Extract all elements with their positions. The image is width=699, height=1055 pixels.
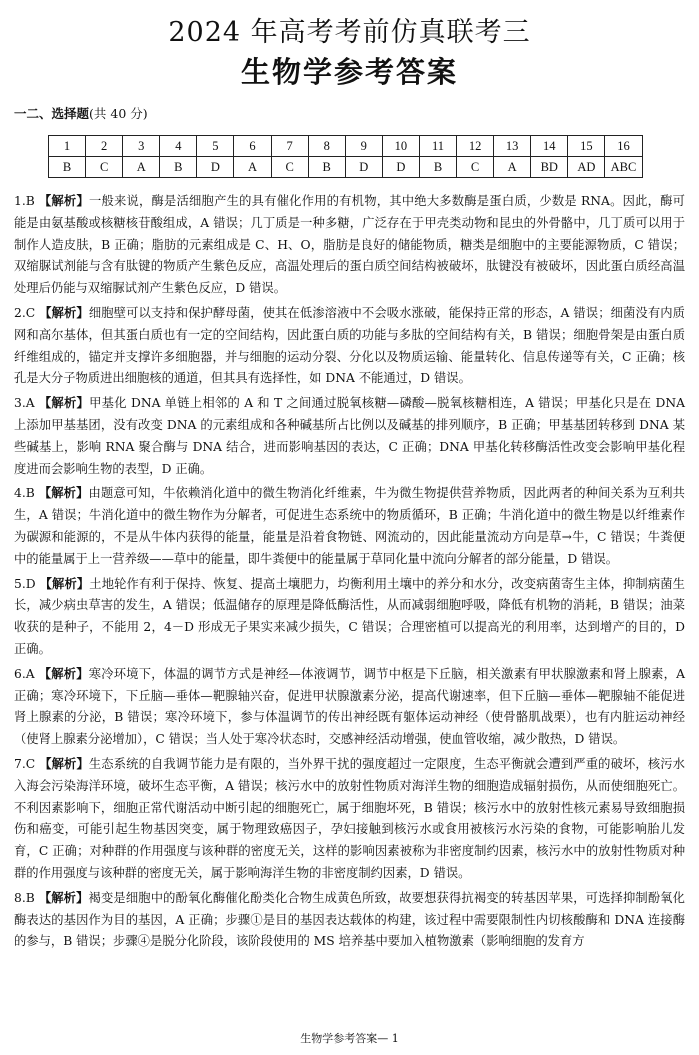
answer-cell: BD — [531, 157, 568, 178]
question-number-cell: 6 — [234, 136, 271, 157]
question-number-cell: 10 — [382, 136, 419, 157]
item-tag: 【解析】 — [39, 756, 89, 771]
item-number: 1.B — [14, 194, 35, 208]
item-text: 寒冷环境下，体温的调节方式是神经—体液调节，调节中枢是下丘脑，相关激素有甲状腺激素和肾上腺素，A 正确；寒冷环境下，下丘脑—垂体—靶腺轴兴奋，促进甲状腺激素分泌，提高代谢速率，但下丘脑—垂体—靶腺轴不能促进肾上腺素的分泌，B 错误；寒冷环境下，参与体温调节的传出神经既有躯体运动神经（使骨骼肌战栗），也有内脏运动神经（使肾上腺素分泌增加），C 错误；当人处于寒冷状态时，交感神经活动增强，使血管收缩，减少散热，D 错误。 — [14, 666, 685, 747]
explanation-item — [14, 483, 685, 570]
answer-cell: A — [494, 157, 531, 178]
explanation-item — [14, 888, 685, 953]
explanation-item — [14, 754, 685, 885]
question-number-cell: 5 — [197, 136, 234, 157]
question-number-cell: 9 — [345, 136, 382, 157]
item-tag: 【解析】 — [38, 396, 90, 411]
item-text: 一般来说，酶是活细胞产生的具有催化作用的有机物，其中绝大多数酶是蛋白质，少数是 RNA。因此，酶可能是由氨基酸或核糖核苷酸组成，A 错误；几丁质是一种多糖，广泛存在于甲壳类动物和昆虫的外骨骼中，几丁质可以用于制作人造皮肤，B 正确；脂肪的元素组成是 C、H、O，脂肪是良好的储能物质，糖类是细胞中的主要能源物质，C 错误；双缩脲试剂能与含有肽键的物质产生紫色反应，高温处理后的蛋白质空间结构被破坏，肽键没有被破坏，因此蛋白质经高温处理后仍能与双缩脲试剂产生紫色反应，D 错误。 — [14, 194, 685, 296]
item-tag: 【解析】 — [38, 890, 89, 905]
answer-cell: ABC — [605, 157, 642, 178]
question-number-cell: 14 — [531, 136, 568, 157]
item-number: 4.B — [14, 486, 35, 501]
answer-cell: AD — [568, 157, 605, 178]
explanation-item — [14, 393, 685, 480]
answer-table — [48, 135, 643, 178]
question-number-cell: 12 — [457, 136, 494, 157]
question-number-cell: 4 — [160, 136, 197, 157]
page-subtitle: 生物学参考答案 — [240, 55, 458, 89]
question-number-cell: 2 — [86, 136, 123, 157]
explanation-item — [14, 191, 685, 300]
question-number-cell: 11 — [419, 136, 456, 157]
question-number-cell: 3 — [123, 136, 160, 157]
answer-table-number-row — [49, 136, 643, 157]
answer-cell: B — [160, 157, 197, 178]
item-number: 8.B — [14, 890, 35, 905]
answer-cell: C — [271, 157, 308, 178]
item-tag: 【解析】 — [38, 666, 89, 681]
answer-cell: A — [123, 157, 160, 178]
question-number-cell: 16 — [605, 136, 642, 157]
answer-cell: B — [49, 157, 86, 178]
answer-cell: D — [197, 157, 234, 178]
answer-cell: B — [419, 157, 456, 178]
question-number-cell: 15 — [568, 136, 605, 157]
answer-cell: C — [86, 157, 123, 178]
question-number-cell: 1 — [49, 136, 86, 157]
explanations-list — [14, 191, 685, 956]
answer-table-answer-row — [49, 157, 643, 178]
page-title: 2024 年高考考前仿真联考三 — [168, 17, 531, 48]
question-number-cell: 8 — [308, 136, 345, 157]
section-heading — [14, 104, 148, 122]
question-number-cell: 7 — [271, 136, 308, 157]
item-text: 生态系统的自我调节能力是有限的，当外界干扰的强度超过一定限度，生态平衡就会遭到严重的破坏，核污水入海会污染海洋环境，破坏生态平衡，A 错误；核污水中的放射性物质对海洋生物的细胞造成辐射损伤，从而使细胞死亡。不利因素影响下，细胞正常代谢活动中断引起的细胞死亡，属于细胞坏死，B 错误；核污水中的放射性核元素易导致细胞损伤和癌变，可能引起生物基因突变，属于物理致癌因子，孕妇接触到核污水或食用被核污水污染的食物，可能影响胎儿发育，C 正确；对种群的作用强度与该种群的密度无关，这样的影响因素被称为非密度制约因素，核污水中的放射性物质对种群的作用强度与该种群的密度无关，属于影响海洋生物的非密度制约因素，D 错误。 — [14, 756, 685, 880]
item-number: 7.C — [14, 756, 36, 771]
section-label: 一二、选择题 — [14, 106, 90, 121]
item-text: 褐变是细胞中的酚氧化酶催化酚类化合物生成黄色所致，故要想获得抗褐变的转基因苹果，可选择抑制酚氧化酶表达的基因作为目的基因，A 正确；步骤①是目的基因表达载体的构建，该过程中需要限制性内切核酸酶和 DNA 连接酶的参与，B 错误；步骤④是脱分化阶段，该阶段使用的 MS 培养基中要加入植物激素（影响细胞的发育方 — [14, 890, 685, 949]
answer-cell: C — [457, 157, 494, 178]
item-number: 5.D — [14, 576, 36, 591]
item-number: 6.A — [14, 666, 35, 681]
item-tag: 【解析】 — [39, 576, 90, 591]
item-text: 土地轮作有利于保持、恢复、提高土壤肥力，均衡利用土壤中的养分和水分，改变病菌寄生主体，抑制病菌生长，减少病虫草害的发生，A 错误；低温储存的原理是降低酶活性，从而减弱细胞呼吸，降低有机物的消耗，B 错误；油菜收获的是种子，不能用 2，4－D 形成无子果实来减少损失，C 错误；合理密植可以提高光的利用率，达到增产的目的，D 正确。 — [14, 576, 685, 656]
item-tag: 【解析】 — [38, 486, 89, 501]
answer-cell: B — [308, 157, 345, 178]
page-footer: 生物学参考答案— 1 — [300, 1032, 399, 1045]
explanation-item — [14, 664, 685, 751]
answer-cell: D — [345, 157, 382, 178]
item-tag: 【解析】 — [39, 305, 89, 320]
section-note: (共 40 分) — [89, 106, 148, 121]
answer-cell: A — [234, 157, 271, 178]
explanation-item — [14, 303, 685, 390]
item-text: 甲基化 DNA 单链上相邻的 A 和 T 之间通过脱氧核糖—磷酸—脱氧核糖相连，A 错误；甲基化只是在 DNA 上添加甲基基团，没有改变 DNA 的元素组成和各种碱基所占比例以及碱基的排列顺序，B 正确；甲基基团转移到 DNA 某些碱基上，影响 RNA 聚合酶与 DNA 结合，进而影响基因的表达，C 正确；DNA 甲基化转移酶活性改变会影响甲基化程度进而会影响生物的表型，D 正确。 — [14, 396, 685, 476]
item-text: 细胞壁可以支持和保护酵母菌，使其在低渗溶液中不会吸水涨破，能保持正常的形态，A 错误；细菌没有内质网和高尔基体，但其蛋白质也有一定的空间结构，因此蛋白质的功能与多肽的空间结构有关，B 错误；细胞骨架是由蛋白质纤维组成的，锚定并支撑许多细胞器，并与细胞的运动分裂、分化以及物质运输、能量转化、信息传递等有关，C 正确；核孔是大分子物质进出细胞核的通道，但其具有选择性，如 DNA 不能通过，D 错误。 — [14, 305, 685, 386]
answer-cell: D — [382, 157, 419, 178]
item-number: 2.C — [14, 305, 36, 320]
explanation-item — [14, 574, 685, 661]
item-text: 由题意可知，牛依赖消化道中的微生物消化纤维素，牛为微生物提供营养物质，因此两者的种间关系为互利共生，A 错误；牛消化道中的微生物作为分解者，可促进生态系统中的物质循环，B 正确；牛消化道中的微生物是以纤维素作为碳源和能源的，不是从牛体内获得的能量，能量是沿着食物链、网流动的，因此能量流动方向是草→牛，C 错误；牛粪便中的能量属于上一营养级——草中的能量，即牛粪便中的能量属于草同化量中流向分解者的部分能量，D 错误。 — [14, 486, 685, 566]
item-tag: 【解析】 — [38, 194, 89, 208]
item-number: 3.A — [14, 396, 35, 411]
question-number-cell: 13 — [494, 136, 531, 157]
